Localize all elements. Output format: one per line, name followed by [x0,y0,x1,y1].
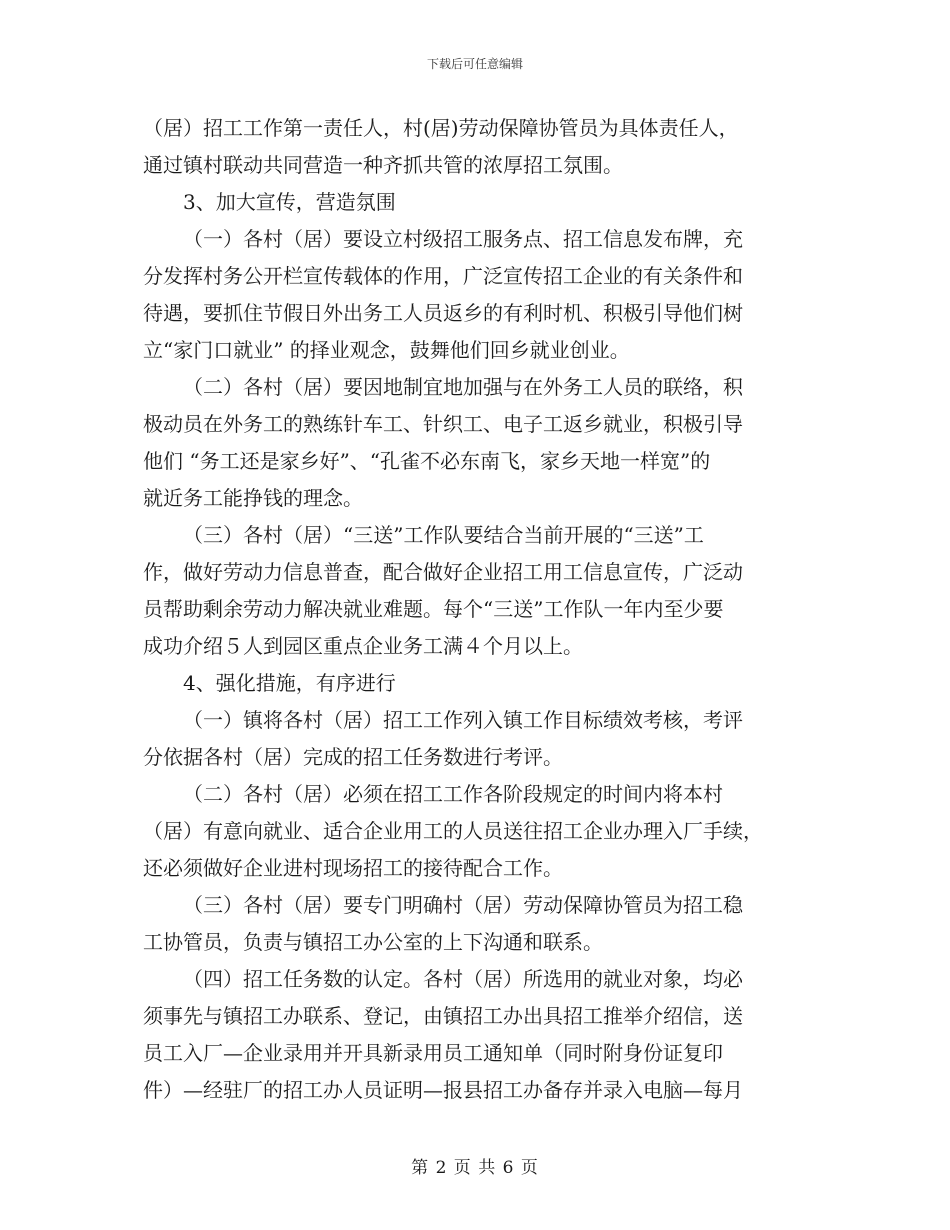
text-line: 件）—经驻厂的招工办人员证明—报县招工办备存并录入电脑—每月 [143,1078,743,1102]
text-line: 分依据各村（居）完成的招工任务数进行考评。 [143,745,563,769]
text-line: 就近务工能挣钱的理念。 [143,486,363,510]
text-line: （三）各村（居）要专门明确村（居）劳动保障协管员为招工稳 [183,893,743,917]
text-line: 员帮助剩余劳动力解决就业难题。每个“三送”工作队一年内至少要 [143,597,724,621]
text-line: 通过镇村联动共同营造一种齐抓共管的浓厚招工氛围。 [143,153,623,177]
text-line: 他们 “务工还是家乡好”、“孔雀不必东南飞，家乡天地一样宽”的 [143,449,711,473]
text-line: 须事先与镇招工办联系、登记，由镇招工办出具招工推举介绍信，送 [143,1004,743,1028]
text-line: 成功介绍５人到园区重点企业务工满４个月以上。 [143,634,583,658]
text-line: （三）各村（居）“三送”工作队要结合当前开展的“三送”工 [183,523,704,547]
text-line: （一）各村（居）要设立村级招工服务点、招工信息发布牌，充 [183,227,743,251]
header-note: 下载后可任意编辑 [426,57,523,71]
text-line: 作，做好劳动力信息普查，配合做好企业招工用工信息宣传，广泛动 [143,560,743,584]
text-line: （二）各村（居）要因地制宜地加强与在外务工人员的联络，积 [183,375,743,399]
text-line: 4、强化措施，有序进行 [183,671,396,695]
text-line: 3、加大宣传，营造氛围 [183,190,396,214]
text-line: 极动员在外务工的熟练针车工、针织工、电子工返乡就业，积极引导 [143,412,743,436]
text-line: （四）招工任务数的认定。各村（居）所选用的就业对象，均必 [183,967,743,991]
text-line: （二）各村（居）必须在招工工作各阶段规定的时间内将本村 [183,782,723,806]
text-line: （居）招工工作第一责任人，村(居)劳动保障协管员为具体责任人， [143,116,739,140]
text-line: （居）有意向就业、适合企业用工的人员送往招工企业办理入厂手续， [143,819,763,843]
text-line: 分发挥村务公开栏宣传载体的作用，广泛宣传招工企业的有关条件和 [143,264,743,288]
text-line: 工协管员，负责与镇招工办公室的上下沟通和联系。 [143,930,603,954]
text-line: 待遇，要抓住节假日外出务工人员返乡的有利时机、积极引导他们树 [143,301,743,325]
page-footer: 第 2 页 共 6 页 [411,1158,539,1178]
text-line: 立“家门口就业” 的择业观念，鼓舞他们回乡就业创业。 [143,338,630,362]
text-line: （一）镇将各村（居）招工工作列入镇工作目标绩效考核，考评 [183,708,743,732]
document-body [143,110,811,1109]
text-line: 还必须做好企业进村现场招工的接待配合工作。 [143,856,563,880]
text-line: 员工入厂—企业录用并开具新录用员工通知单（同时附身份证复印 [143,1041,723,1065]
